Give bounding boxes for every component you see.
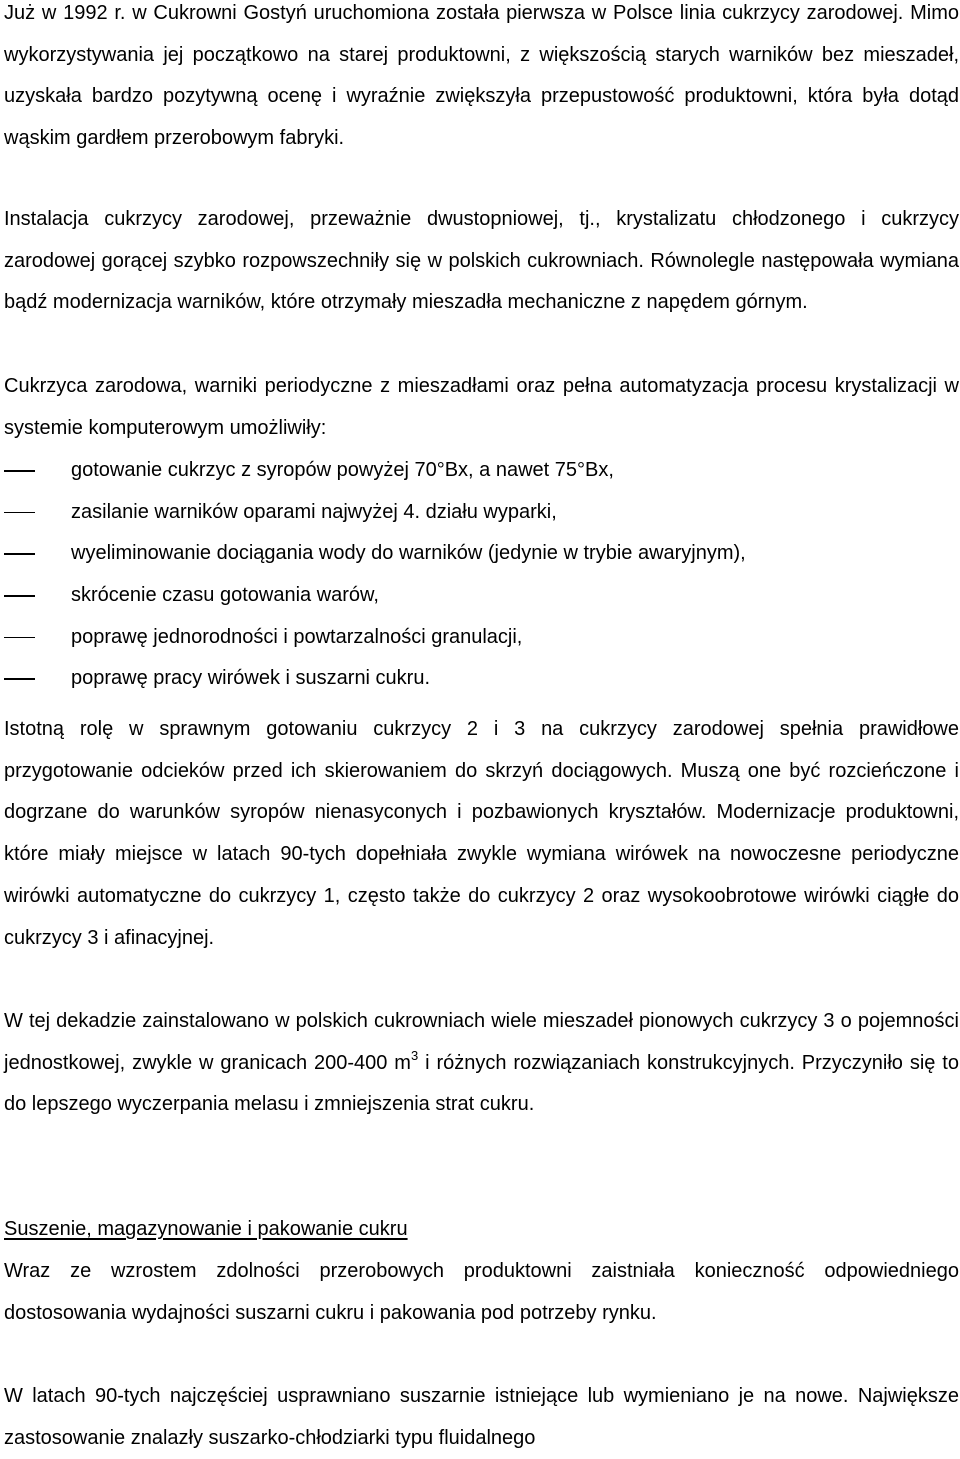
installation-paragraph: Instalacja cukrzycy zarodowej, przeważnie dwustopniowej, tj., krystalizatu chłodzonego i cukrzycy zarodowej gorącej szybko rozpowszechniły się w polskich cukrowniach. Równolegle następowała wymiana bądź modernizacja warników, które otrzymały mieszadła mechaniczne z napędem górnym.	[4, 208, 959, 314]
list-item-text: poprawę pracy wirówek i suszarni cukru.	[71, 667, 431, 690]
dash-bullet-icon	[4, 553, 35, 555]
list-item-text: wyeliminowanie dociągania wody do warników (jedynie w trybie awaryjnym),	[71, 542, 746, 565]
cukrzyca-paragraph: Cukrzyca zarodowa, warniki periodyczne z mieszadłami oraz pełna automatyzacja procesu krystalizacji w systemie komputerowym umożliwiły:	[4, 375, 959, 439]
intro-paragraph: Już w 1992 r. w Cukrowni Gostyń uruchomiona została pierwsza w Polsce linia cukrzycy zarodowej. Mimo wykorzystywania jej początkowo na starej produktowni, z większością starych warników bez mieszadeł, uzyskała bardzo pozytywną ocenę i wyraźnie zwiększyła przepustowość produktowni, która była dotąd wąskim gardłem przerobowym fabryki.	[4, 2, 959, 150]
wtej-text-end: i różnych rozwiązaniach konstrukcyjnych. Przyczyniło się to do lepszego wyczerpania melasu i zmniejszenia strat cukru.	[4, 1051, 959, 1116]
list-item	[4, 617, 959, 659]
dash-bullet-icon	[4, 637, 35, 639]
list-item	[4, 533, 959, 575]
superscript-exponent: 3	[410, 1047, 419, 1063]
list-item	[4, 575, 959, 617]
section-heading: Suszenie, magazynowanie i pakowanie cukru	[4, 1218, 408, 1240]
list-item	[4, 492, 959, 534]
wtej-text-start: W tej dekadzie zainstalowano w polskich cukrowniach wiele mieszadeł pionowych cukrzycy 3 o pojemności jednostkowej, zwykle w granicach 200-400 m	[4, 1010, 959, 1074]
list-item	[4, 450, 959, 492]
wtej-paragraph	[4, 1001, 959, 1126]
benefits-list	[4, 450, 959, 700]
list-item-text: skrócenie czasu gotowania warów,	[71, 584, 379, 607]
dash-bullet-icon	[4, 512, 35, 514]
dash-bullet-icon	[4, 470, 35, 472]
dash-bullet-icon	[4, 595, 35, 597]
list-item	[4, 658, 959, 700]
wlatach-paragraph: W latach 90-tych najczęściej usprawniano suszarnie istniejące lub wymieniano je na nowe. Największe zastosowanie znalazły suszarko-chłodziarki typu fluidalnego	[4, 1385, 959, 1449]
list-item-text: poprawę jednorodności i powtarzalności granulacji,	[71, 625, 523, 648]
list-item-text: gotowanie cukrzyc z syropów powyżej 70°Bx, a nawet 75°Bx,	[71, 459, 614, 481]
list-item-text: zasilanie warników oparami najwyżej 4. działu wyparki,	[71, 500, 557, 523]
istotna-paragraph: Istotną rolę w sprawnym gotowaniu cukrzycy 2 i 3 na cukrzycy zarodowej spełnia prawidłowe przygotowanie odcieków przed ich skierowaniem do skrzyń dociągowych. Muszą one być rozcieńczone i dogrzane do warunków syropów nienasyconych i pozbawionych kryształów. Modernizacje produktowni, które miały miejsce w latach 90-tych dopełniała zwykle wymiana wirówek na nowoczesne periodyczne wirówki automatyczne do cukrzycy 1, często także do cukrzycy 2 oraz wysokoobrotowe wirówki ciągłe do cukrzycy 3 i afinacyjnej.	[4, 718, 959, 949]
dash-bullet-icon	[4, 678, 35, 680]
wraz-paragraph: Wraz ze wzrostem zdolności przerobowych produktowni zaistniała konieczność odpowiedniego dostosowania wydajności suszarni cukru i pakowania pod potrzeby rynku.	[4, 1260, 959, 1324]
